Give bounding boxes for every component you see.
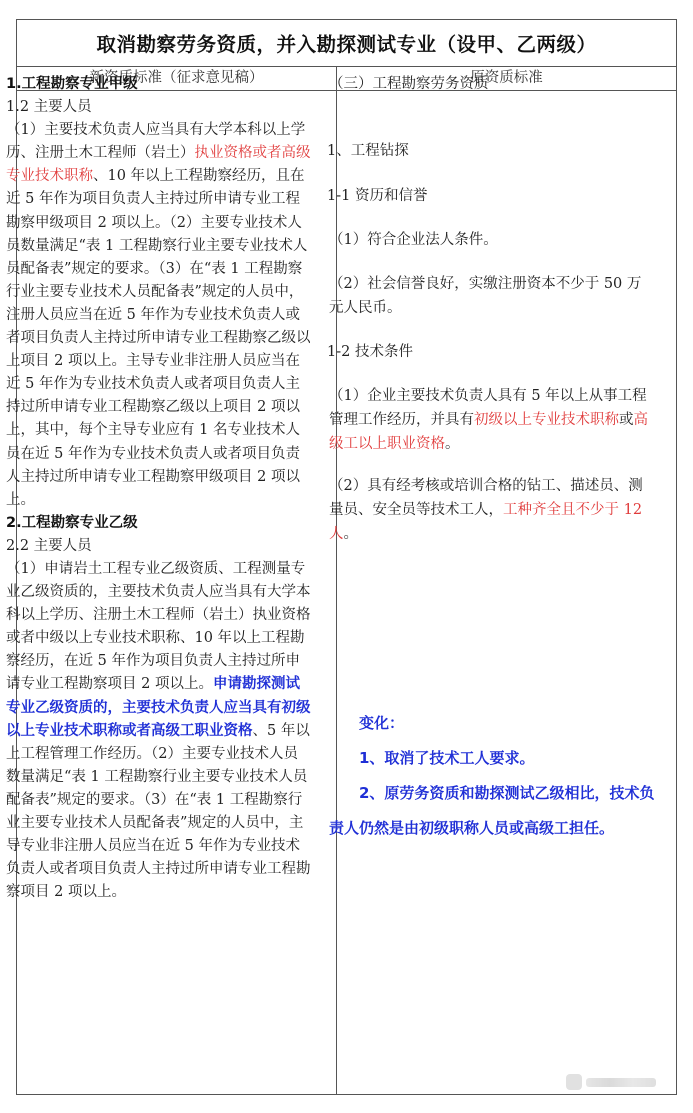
subsection-title-main-staff-a: 1.2 主要人员 bbox=[6, 99, 92, 116]
change-item-2: 2、原劳务资质和勘探测试乙级相比，技术负责人仍然是由初级职称人员或高级工担任。 bbox=[329, 784, 655, 837]
text-run: 。 bbox=[343, 526, 358, 542]
item-engineering-drilling: 1、工程钻探 bbox=[327, 143, 409, 159]
text-run: 或 bbox=[619, 412, 634, 428]
table-title: 取消勘察劳务资质，并入勘探测试专业（设甲、乙两级） bbox=[17, 20, 676, 67]
header-new-standard: 新资质标准（征求意见稿） bbox=[89, 70, 264, 86]
new-standard-column bbox=[6, 73, 312, 904]
text-run: （1）企业主要技术负责人具有 5 年以上从事工程管理工作经历，并具有 bbox=[329, 388, 647, 428]
subsection-title-main-staff-b: 2.2 主要人员 bbox=[6, 537, 92, 554]
highlight-blue-text: 申请勘探测试专业乙级资质的，主要技术负责人应当具有初级以上专业技术职称或者高级工职业资格 bbox=[6, 676, 311, 739]
item-legal-entity: （1）符合企业法人条件。 bbox=[329, 232, 498, 248]
highlight-red-text: 执业资格或者高级专业技术职称 bbox=[6, 145, 311, 185]
blurred-watermark bbox=[566, 1073, 666, 1091]
column-divider bbox=[336, 66, 337, 1094]
watermark-logo-icon bbox=[566, 1074, 582, 1090]
item-reputation-capital: （2）社会信誉良好，实缴注册资本不少于 50 万元人民币。 bbox=[329, 276, 642, 316]
item-technical-lead-requirement bbox=[329, 384, 655, 456]
highlight-red-text: 工种齐全且不少于 12 人 bbox=[329, 502, 643, 542]
text-run: （1）主要技术负责人应当具有大学本科以上学历、注册土木工程师（岩土） bbox=[6, 122, 306, 162]
paragraph-grade-b-requirements bbox=[6, 558, 312, 904]
highlight-red-text: 初级以上专业技术职称 bbox=[474, 412, 619, 428]
section-title-grade-b: 2.工程勘察专业乙级 bbox=[6, 514, 138, 531]
item-technical-conditions: 1-2 技术条件 bbox=[327, 344, 413, 360]
paragraph-grade-a-requirements bbox=[6, 119, 312, 512]
change-notes bbox=[329, 706, 663, 846]
change-title: 变化： bbox=[359, 714, 405, 732]
highlight-red-text: 高级工以上职业资格 bbox=[329, 412, 648, 452]
text-run: （2）具有经考核或培训合格的钻工、描述员、测量员、安全员等技术工人， bbox=[329, 478, 643, 518]
text-run: 、5 年以上工程管理工作经历。（2）主要专业技术人员数量满足“表 1 工程勘察行业主要专业技术人员配备表”规定的要求。（3）在“表 1 工程勘察行业主要专业技术人员配备表”规定的人员中，主导专业非注册人员应当在近 5 年作为专业技术负责人或者项目负责人主持过所申请专业工程勘察项目 2 项以上。 bbox=[6, 722, 311, 901]
item-qualification-reputation: 1-1 资历和信誉 bbox=[327, 188, 428, 204]
watermark-blur-bar bbox=[586, 1078, 656, 1087]
section-title-grade-a: 1.工程勘察专业甲级 bbox=[6, 76, 138, 92]
text-run: 。 bbox=[445, 436, 460, 452]
original-section-heading: （三）工程勘察劳务资质 bbox=[329, 76, 489, 92]
header-original-standard: 原资质标准 bbox=[470, 70, 543, 86]
item-skilled-workers-requirement bbox=[329, 474, 655, 546]
change-item-1: 1、取消了技术工人要求。 bbox=[359, 749, 535, 767]
text-run: 、10 年以上工程勘察经历，且在近 5 年作为项目负责人主持过所申请专业工程勘察甲级项目 2 项以上。（2）主要专业技术人员数量满足“表 1 工程勘察行业主要专业技术人员配备表”规定的要求。（3）在“表 1 工程勘察行业主要专业技术人员配备表”规定的人员中，注册人员应当在近 5 年作为专业技术负责人或者项目负责人主持过所申请专业工程勘察乙级以上项目 2 项以上。主导专业非注册人员应当在近 5 年作为专业技术负责人或者项目负责人主持过所申请专业工程勘察乙级以上项目 2 项以上，其中，每个主导专业应有 1 名专业技术人员在近 5 年作为专业技术负责人或者项目负责人主持过所申请专业工程勘察甲级项目 2 项以上。 bbox=[6, 168, 311, 508]
text-run: （1）申请岩土工程专业乙级资质、工程测量专业乙级资质的，主要技术负责人应当具有大学本科以上学历、注册土木工程师（岩土）执业资格或者中级以上专业技术职称、10 年以上工程勘察经历，在近 5 年作为项目负责人主持过所申请专业工程勘察项目 2 项以上。 bbox=[6, 560, 311, 693]
